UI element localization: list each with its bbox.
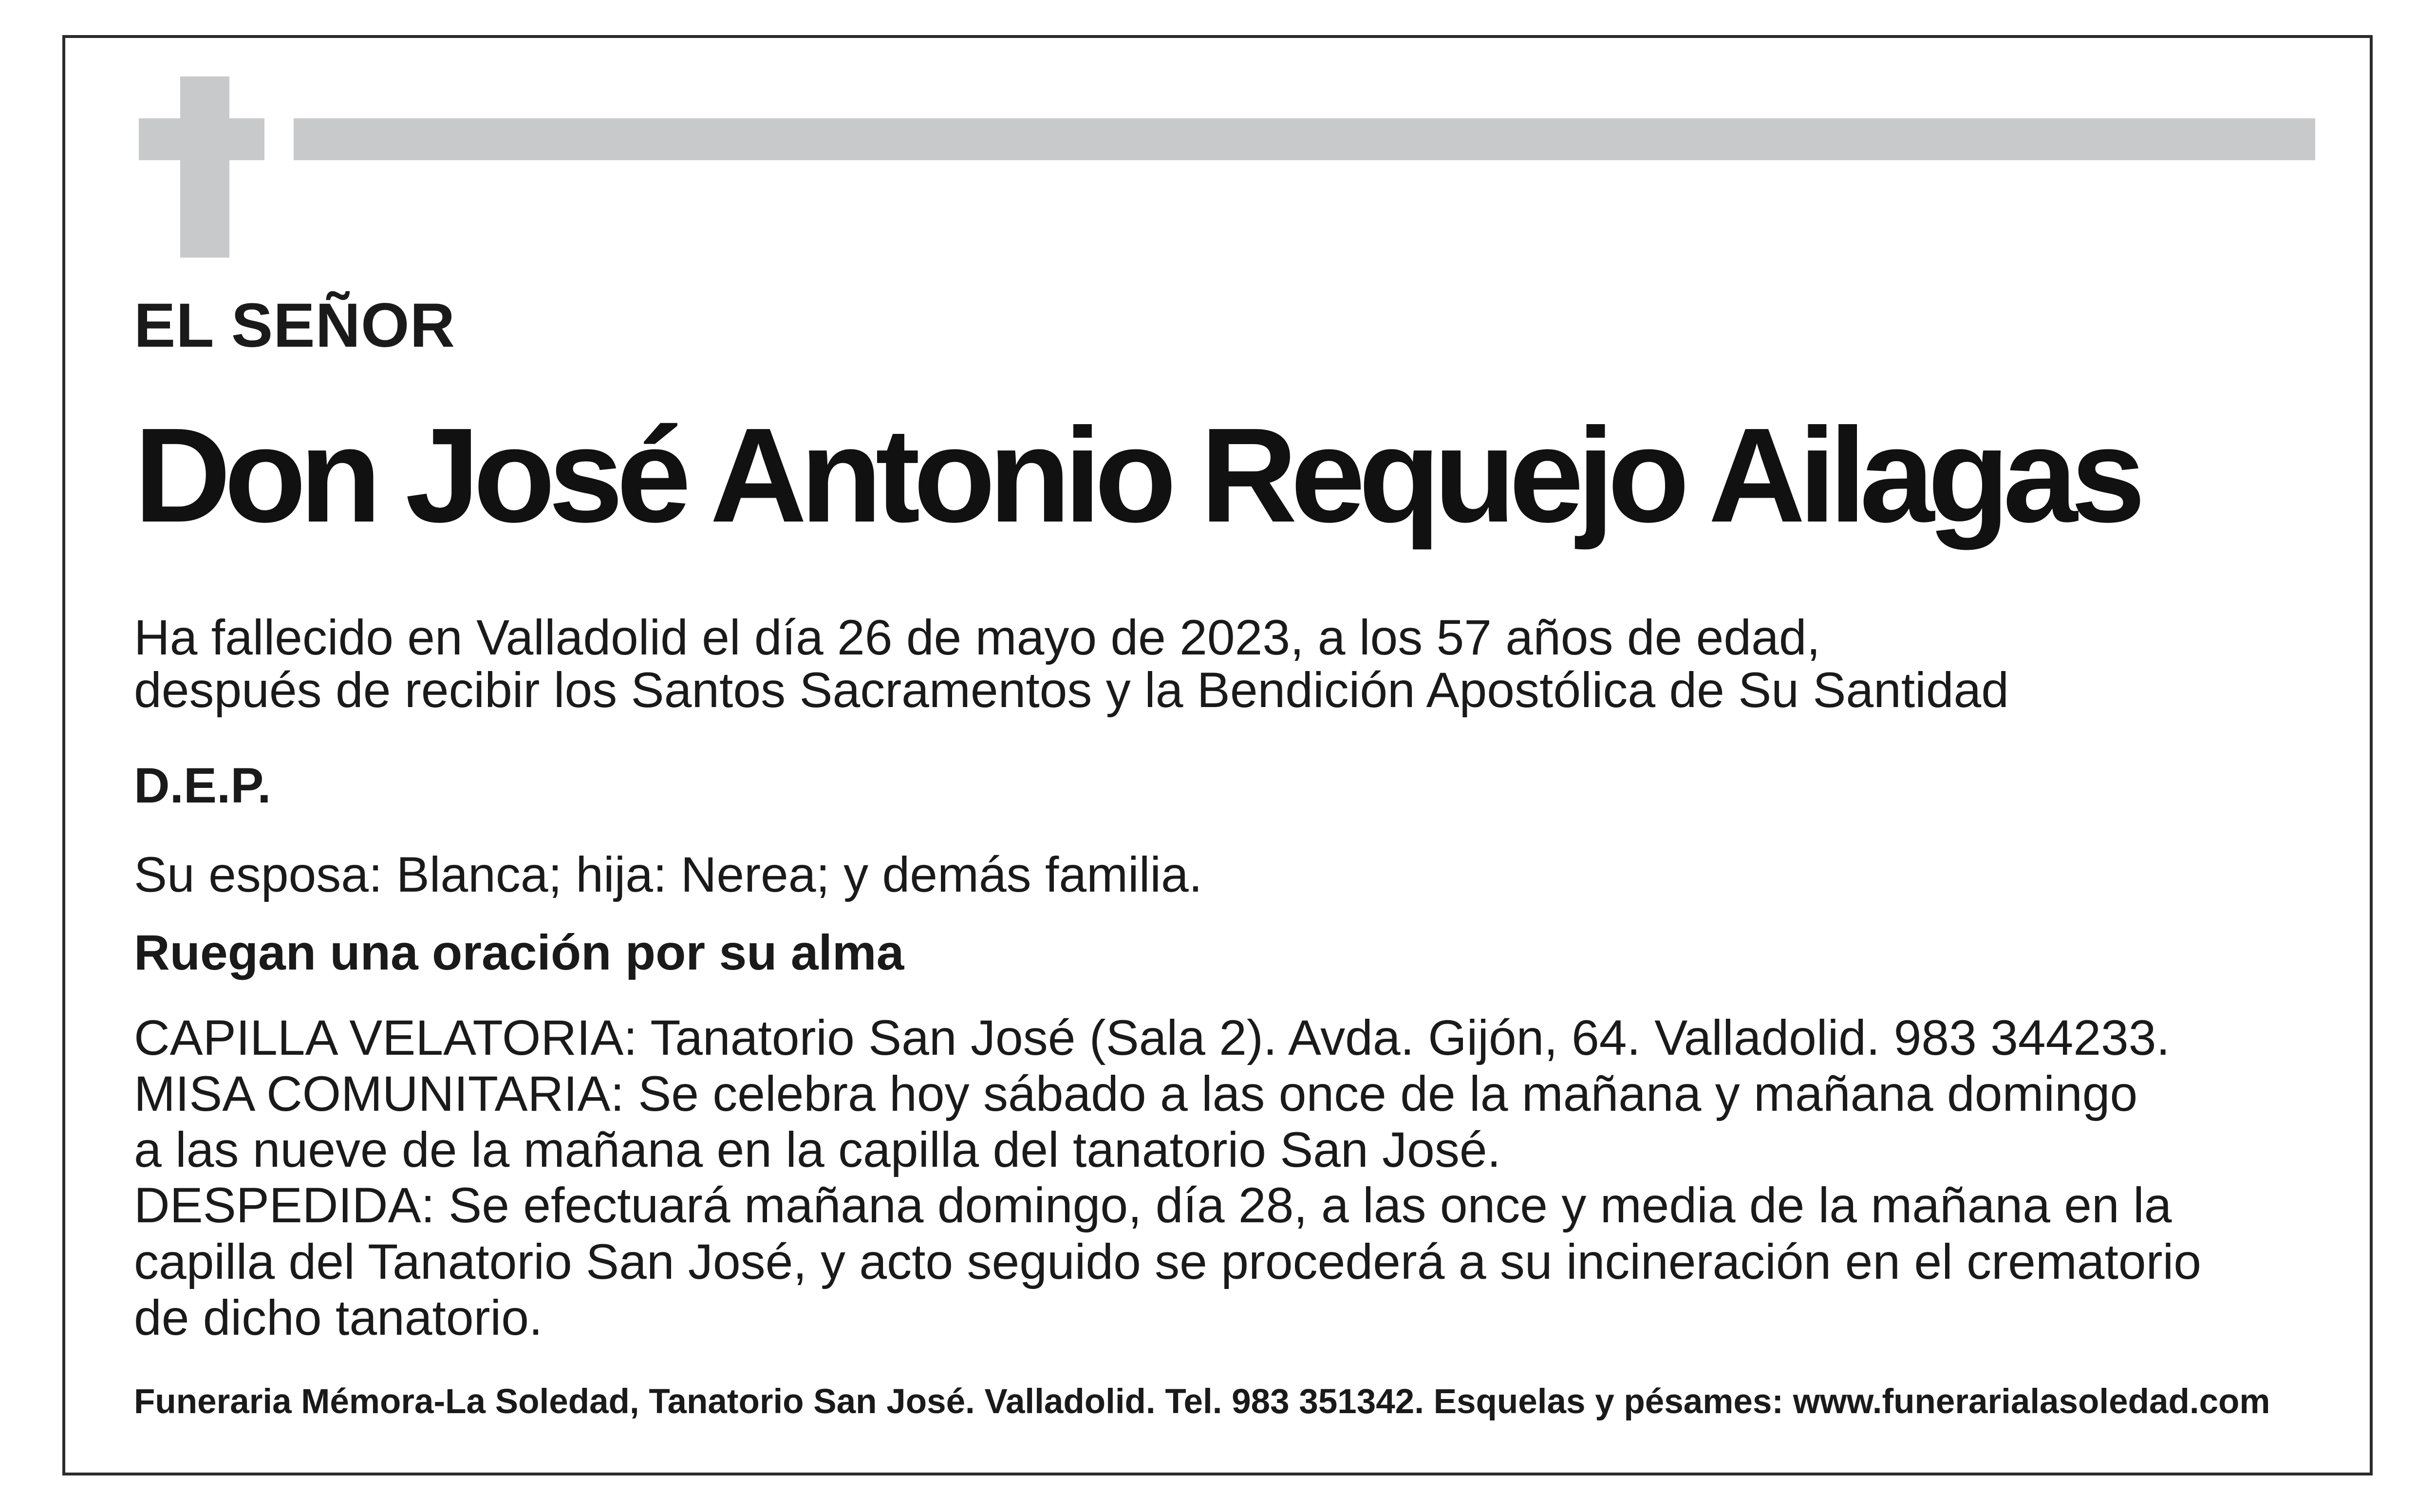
detail-line: CAPILLA VELATORIA: Tanatorio San José (Sala 2). Avda. Gijón, 64. Valladolid. 983 344233. [134,1010,2170,1065]
cross-horizontal-bar [139,118,264,160]
detail-line: de dicho tanatorio. [134,1290,543,1345]
death-line-1: Ha fallecido en Valladolid el día 26 de mayo de 2023, a los 57 años de edad, [134,610,1820,665]
cross-vertical-bar [180,76,229,258]
header-rule [294,118,2315,160]
detail-line: a las nueve de la mañana en la capilla del tanatorio San José. [134,1122,1501,1177]
detail-line: MISA COMUNITARIA: Se celebra hoy sábado a las once de la mañana y mañana domingo [134,1066,2138,1121]
funeral-home-footer: Funeraria Mémora-La Soledad, Tanatorio San José. Valladolid. Tel. 983 351342. Esquelas y pésames: www.funerarialasoledad.com [134,1382,2270,1421]
detail-line: capilla del Tanatorio San José, y acto seguido se procederá a su incineración en el crematorio [134,1234,2201,1289]
death-line-2: después de recibir los Santos Sacramentos y la Bendición Apostólica de Su Santidad [134,662,2009,718]
detail-line: DESPEDIDA: Se efectuará mañana domingo, día 28, a las once y media de la mañana en la [134,1177,2172,1233]
prayer-line: Ruegan una oración por su alma [134,925,904,980]
rip-label: D.E.P. [134,758,271,813]
honorific: EL SEÑOR [134,291,455,360]
deceased-name: Don José Antonio Requejo Ailagas [134,400,2139,550]
family-line: Su esposa: Blanca; hija: Nerea; y demás familia. [134,847,1203,902]
